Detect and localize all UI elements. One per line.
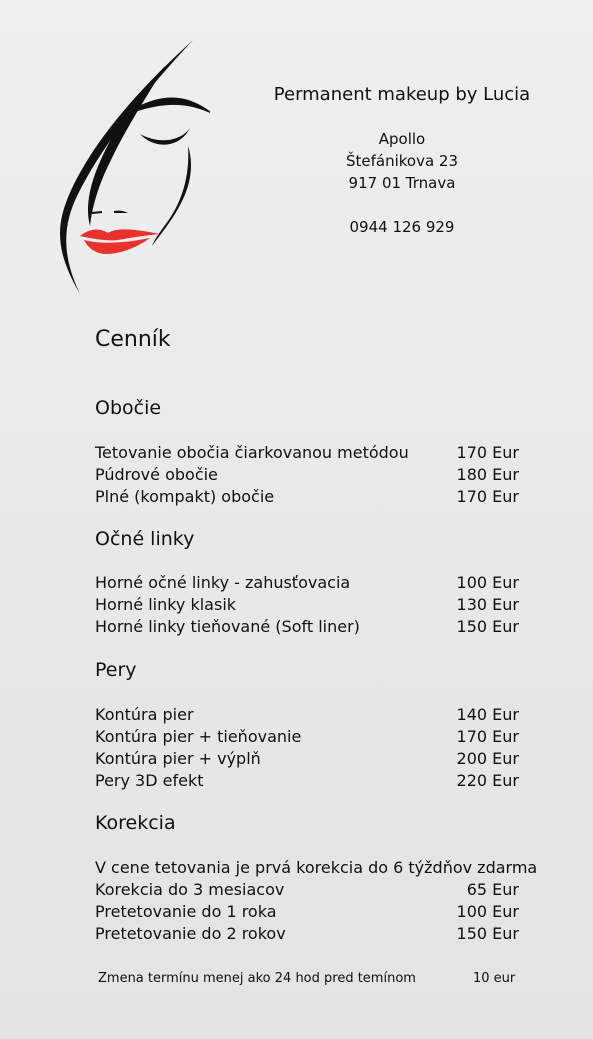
face-logo [40, 36, 210, 298]
footer-text: Zmena termínu menej ako 24 hod pred temínom [98, 971, 416, 986]
section-title-ocne-linky: Očné linky [95, 528, 195, 550]
price-row [95, 486, 535, 508]
price-list-pery [95, 704, 535, 792]
price-list-ocne-linky [95, 572, 535, 638]
item-name: Korekcia do 3 mesiacov [95, 880, 285, 899]
korekcia-note: V cene tetovania je prvá korekcia do 6 týždňov zdarma [95, 858, 538, 877]
item-name: Pery 3D efekt [95, 771, 204, 790]
item-price: 170 Eur [456, 727, 519, 746]
item-name: Pretetovanie do 2 rokov [95, 924, 286, 943]
price-list-korekcia [95, 879, 535, 945]
item-price: 100 Eur [456, 902, 519, 921]
footer-price: 10 eur [473, 971, 516, 986]
item-price: 220 Eur [456, 771, 519, 790]
price-row [95, 923, 535, 945]
hair-stroke-outer [60, 40, 193, 294]
item-name: Kontúra pier [95, 705, 194, 724]
header [252, 84, 552, 238]
item-name: Tetovanie obočia čiarkovanou metódou [95, 443, 409, 462]
price-row [95, 442, 535, 464]
item-price: 170 Eur [456, 443, 519, 462]
item-price: 65 Eur [466, 880, 519, 899]
price-row [95, 704, 535, 726]
section-title-pery: Pery [95, 659, 137, 681]
item-price: 200 Eur [456, 749, 519, 768]
page-title: Cenník [95, 327, 171, 352]
price-row [95, 464, 535, 486]
footer-note [98, 971, 516, 986]
item-price: 150 Eur [456, 924, 519, 943]
price-row [95, 879, 535, 901]
eye-icon [140, 128, 190, 145]
price-row [95, 616, 535, 638]
address-line: Apollo [378, 130, 426, 148]
brow-icon [135, 98, 210, 116]
item-price: 130 Eur [456, 595, 519, 614]
item-name: Kontúra pier + výplň [95, 749, 261, 768]
price-row [95, 726, 535, 748]
item-price: 100 Eur [456, 573, 519, 592]
section-title-korekcia: Korekcia [95, 812, 176, 834]
price-row [95, 572, 535, 594]
address-line: Štefánikova 23 [345, 152, 459, 170]
address [252, 128, 552, 194]
price-list-obocie [95, 442, 535, 508]
address-line: 917 01 Trnava [348, 174, 456, 192]
nostril-right-icon [114, 211, 128, 213]
price-row [95, 770, 535, 792]
item-name: Púdrové obočie [95, 465, 218, 484]
item-price: 180 Eur [456, 465, 519, 484]
lips-lower-icon [84, 238, 150, 254]
section-title-obocie: Obočie [95, 397, 162, 419]
item-price: 140 Eur [456, 705, 519, 724]
item-name: Horné očné linky - zahusťovacia [95, 573, 351, 592]
item-name: Pretetovanie do 1 roka [95, 902, 277, 921]
item-name: Horné linky klasik [95, 595, 237, 614]
business-name: Permanent makeup by Lucia [273, 84, 531, 105]
item-name: Plné (kompakt) obočie [95, 487, 275, 506]
price-row [95, 901, 535, 923]
item-price: 170 Eur [456, 487, 519, 506]
item-price: 150 Eur [456, 617, 519, 636]
item-name: Kontúra pier + tieňovanie [95, 727, 302, 746]
price-row [95, 594, 535, 616]
price-row [95, 748, 535, 770]
phone-number: 0944 126 929 [349, 218, 455, 236]
cheek-line [152, 146, 191, 246]
item-name: Horné linky tieňované (Soft liner) [95, 617, 360, 636]
nostril-left-icon [92, 211, 102, 214]
